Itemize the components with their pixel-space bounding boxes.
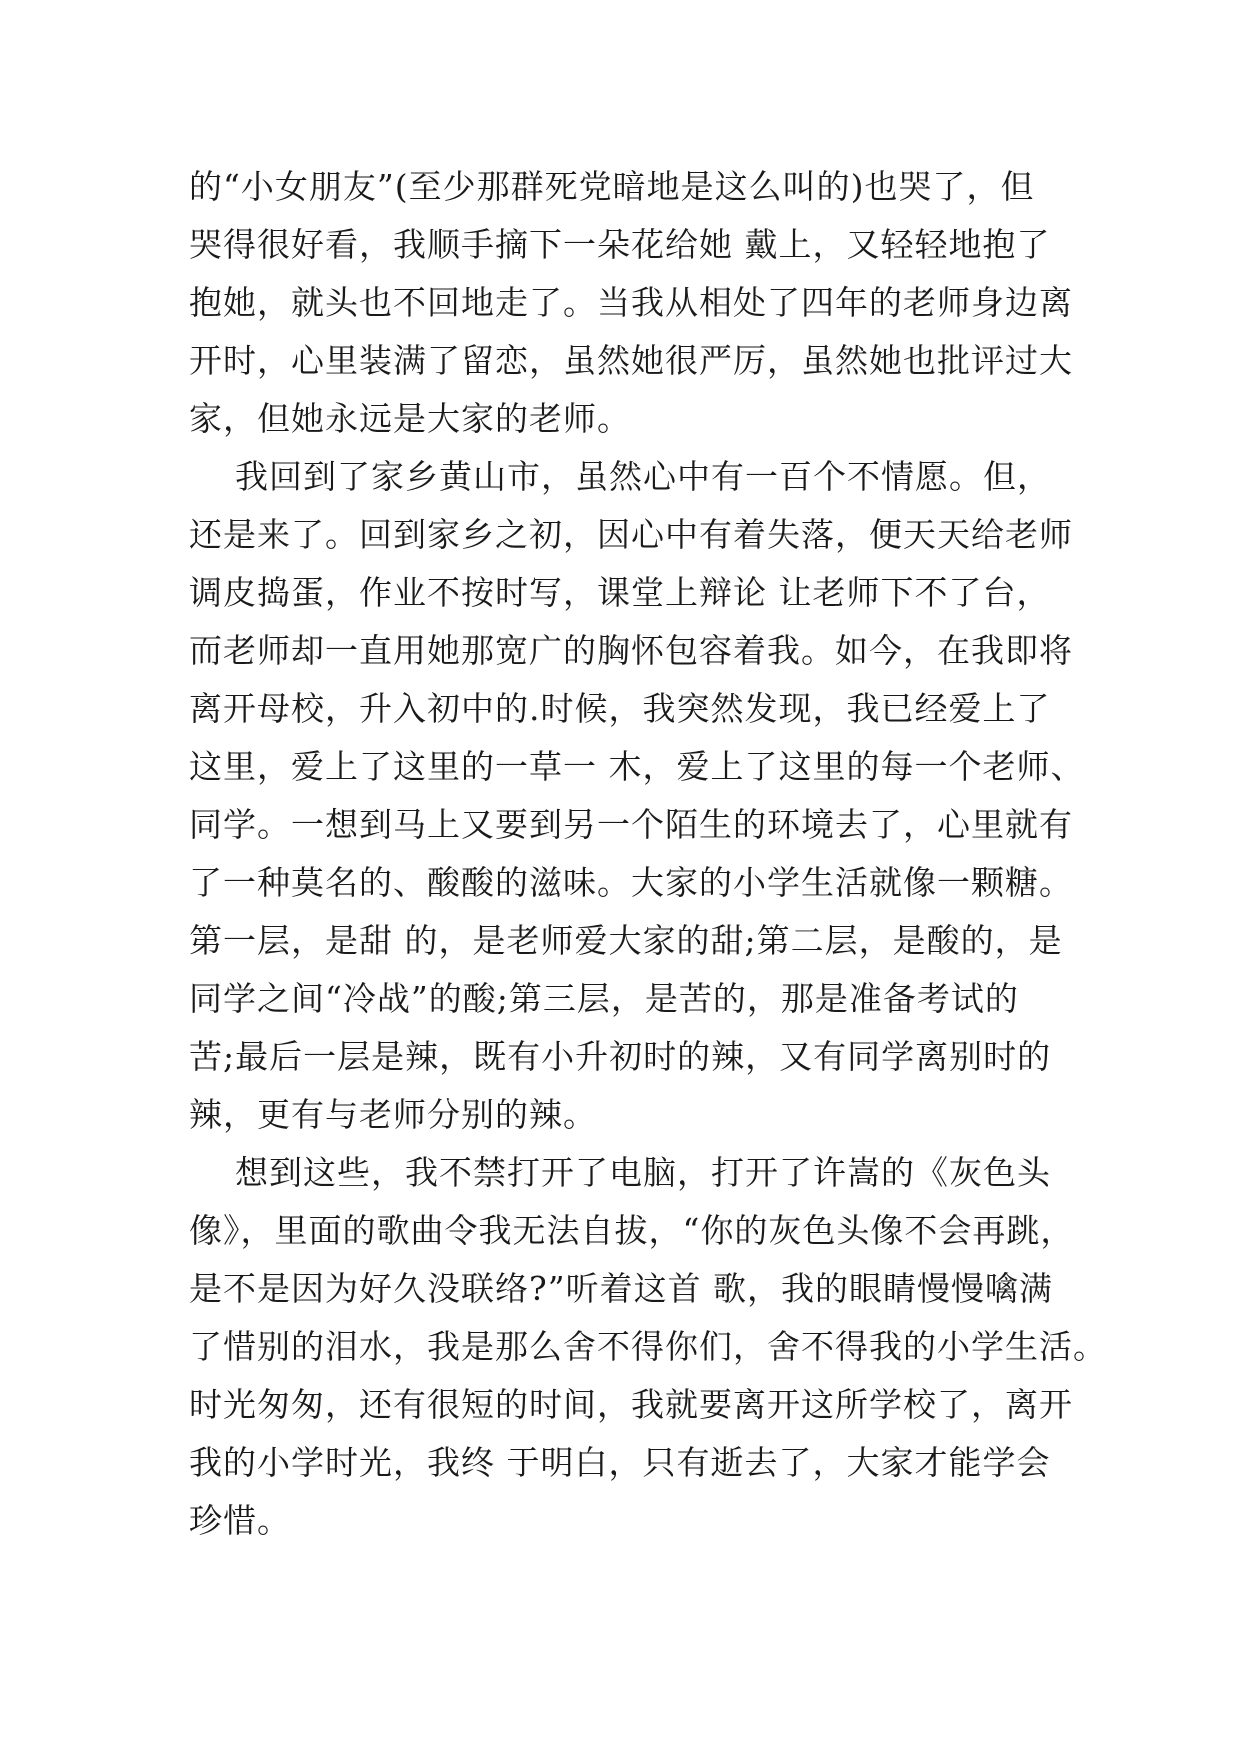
text-line: 同学之间“冷战”的酸;第三层，是苦的，那是准备考试的: [189, 979, 1019, 1018]
text-line: 这里，爱上了这里的一草一 木，爱上了这里的每一个老师、: [189, 747, 1085, 786]
text-line: 像》，里面的歌曲令我无法自拔，“你的灰色头像不会再跳，: [189, 1211, 1075, 1250]
text-line: 还是来了。回到家乡之初，因心中有着失落，便天天给老师: [189, 515, 1073, 554]
text-line: 苦;最后一层是辣，既有小升初时的辣，又有同学离别时的: [189, 1037, 1052, 1076]
text-line: 我回到了家乡黄山市，虽然心中有一百个不情愿。但，: [189, 457, 1051, 496]
text-line: 家，但她永远是大家的老师。: [189, 399, 631, 438]
text-line: 辣，更有与老师分别的辣。: [189, 1095, 597, 1134]
text-line: 离开母校，升入初中的.时候，我突然发现，我已经爱上了: [189, 689, 1051, 728]
text-line: 抱她，就头也不回地走了。当我从相处了四年的老师身边离: [189, 283, 1073, 322]
text-line: 开时，心里装满了留恋，虽然她很严厉，虽然她也批评过大: [189, 341, 1073, 380]
text-line: 了一种莫名的、酸酸的滋味。大家的小学生活就像一颗糖。: [189, 863, 1073, 902]
text-line: 我的小学时光，我终 于明白，只有逝去了，大家才能学会: [189, 1443, 1051, 1482]
text-line: 是不是因为好久没联络?”听着这首 歌，我的眼睛慢慢噙满: [189, 1269, 1054, 1308]
text-line: 而老师却一直用她那宽广的胸怀包容着我。如今，在我即将: [189, 631, 1073, 670]
text-line: 第一层，是甜 的，是老师爱大家的甜;第二层，是酸的，是: [189, 921, 1063, 960]
text-line: 珍惜。: [189, 1501, 291, 1540]
text-line: 的“小女朋友”(至少那群死党暗地是这么叫的)也哭了，但: [189, 167, 1035, 206]
text-line: 想到这些，我不禁打开了电脑，打开了许嵩的《灰色头: [189, 1153, 1051, 1192]
text-line: 调皮捣蛋，作业不按时写，课堂上辩论 让老师下不了台，: [189, 573, 1051, 612]
text-line: 同学。一想到马上又要到另一个陌生的环境去了，心里就有: [189, 805, 1073, 844]
document-body: [189, 158, 1107, 1550]
text-line: 时光匆匆，还有很短的时间，我就要离开这所学校了，离开: [189, 1385, 1073, 1424]
text-line: 了惜别的泪水，我是那么舍不得你们，舍不得我的小学生活。: [189, 1327, 1107, 1366]
text-line: 哭得很好看，我顺手摘下一朵花给她 戴上，又轻轻地抱了: [189, 225, 1051, 264]
